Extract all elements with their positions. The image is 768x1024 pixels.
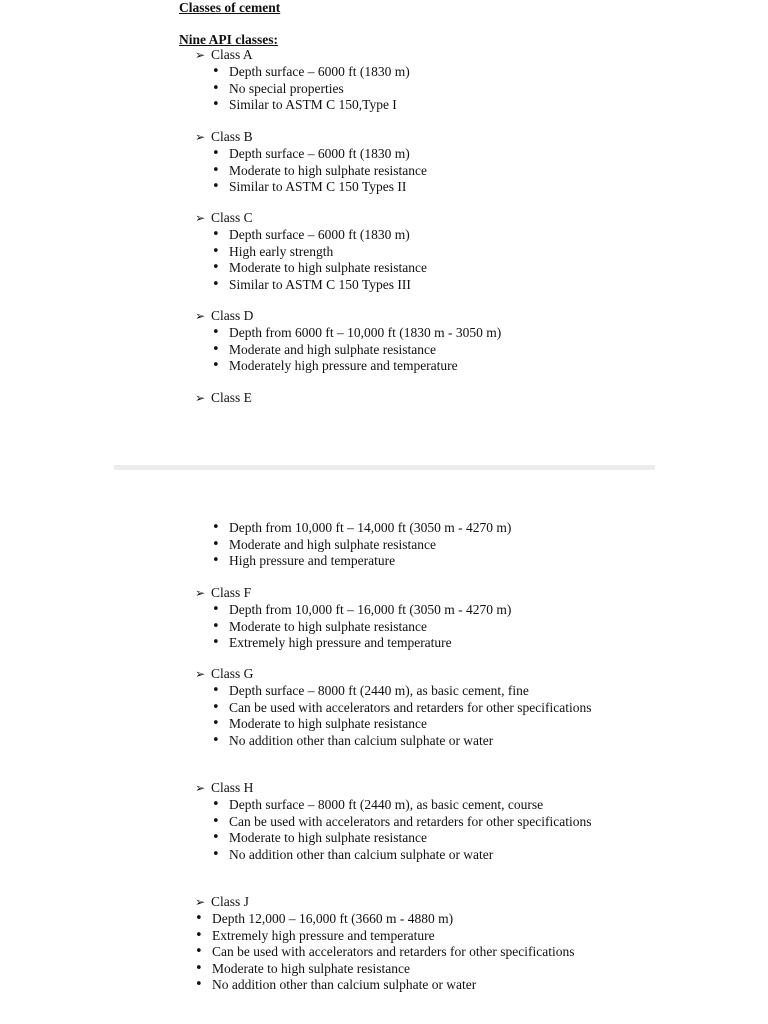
class-g-list [212,683,592,749]
class-j-title: ➢ Class J [195,894,249,909]
list-item: • High pressure and temperature [212,553,592,570]
arrow-bullet-icon: ➢ [195,130,206,144]
class-d-list [212,325,592,375]
document-title: Classes of cement [179,0,281,15]
list-item: • Similar to ASTM C 150 Types II [212,179,592,196]
class-h-list [212,797,592,863]
list-item: • High early strength [212,244,592,261]
list-item: • Depth from 10,000 ft – 14,000 ft (3050 m - 4270 m) [212,520,592,537]
list-item: • Moderate to high sulphate resistance [212,163,592,180]
list-item: • Depth surface – 6000 ft (1830 m) [212,227,592,244]
list-item: • No special properties [212,81,592,98]
arrow-bullet-icon: ➢ [195,667,206,681]
list-item: • Moderate to high sulphate resistance [212,260,592,277]
class-f-list [212,602,592,652]
list-item: • Can be used with accelerators and retarders for other specifications [195,944,592,961]
list-item: • Moderately high pressure and temperature [212,358,592,375]
arrow-bullet-icon: ➢ [195,309,206,323]
arrow-bullet-icon: ➢ [195,48,206,62]
list-item: • No addition other than calcium sulphate or water [212,847,592,864]
class-g-title: ➢ Class G [195,666,254,681]
class-a-list [212,64,592,114]
list-item: • Depth surface – 8000 ft (2440 m), as basic cement, fine [212,683,592,700]
class-h-title: ➢ Class H [195,780,254,795]
list-item: • Moderate to high sulphate resistance [212,830,592,847]
list-item: • Similar to ASTM C 150,Type I [212,97,592,114]
list-item: • Depth surface – 6000 ft (1830 m) [212,64,592,81]
document-page-1 [0,0,768,466]
arrow-bullet-icon: ➢ [195,781,206,795]
class-a-title: ➢ Class A [195,47,253,62]
list-item: • Moderate to high sulphate resistance [212,619,592,636]
class-e-title: ➢ Class E [195,390,252,405]
list-item: • Extremely high pressure and temperature [195,928,592,945]
class-f-title: ➢ Class F [195,585,252,600]
list-item: • Depth surface – 8000 ft (2440 m), as basic cement, course [212,797,592,814]
arrow-bullet-icon: ➢ [195,211,206,225]
list-item: • Moderate to high sulphate resistance [195,961,592,978]
list-item: • No addition other than calcium sulphate or water [195,977,592,994]
list-item: • Depth 12,000 – 16,000 ft (3660 m - 4880 m) [195,911,592,928]
class-c-list [212,227,592,293]
class-c-title: ➢ Class C [195,210,253,225]
arrow-bullet-icon: ➢ [195,895,206,909]
list-item: • Moderate and high sulphate resistance [212,537,592,554]
section-heading: Nine API classes: [179,32,278,47]
list-item: • No addition other than calcium sulphate or water [212,733,592,750]
class-d-title: ➢ Class D [195,308,254,323]
arrow-bullet-icon: ➢ [195,391,206,405]
list-item: • Depth surface – 6000 ft (1830 m) [212,146,592,163]
list-item: • Moderate and high sulphate resistance [212,342,592,359]
class-b-list [212,146,592,196]
arrow-bullet-icon: ➢ [195,586,206,600]
list-item: • Can be used with accelerators and retarders for other specifications [212,814,592,831]
list-item: • Depth from 10,000 ft – 16,000 ft (3050 m - 4270 m) [212,602,592,619]
list-item: • Depth from 6000 ft – 10,000 ft (1830 m - 3050 m) [212,325,592,342]
document-page-2 [0,470,768,1024]
list-item: • Similar to ASTM C 150 Types III [212,277,592,294]
list-item: • Extremely high pressure and temperature [212,635,592,652]
list-item: • Moderate to high sulphate resistance [212,716,592,733]
list-item: • Can be used with accelerators and retarders for other specifications [212,700,592,717]
class-j-list [195,911,592,994]
class-b-title: ➢ Class B [195,129,253,144]
class-e-list [212,520,592,570]
